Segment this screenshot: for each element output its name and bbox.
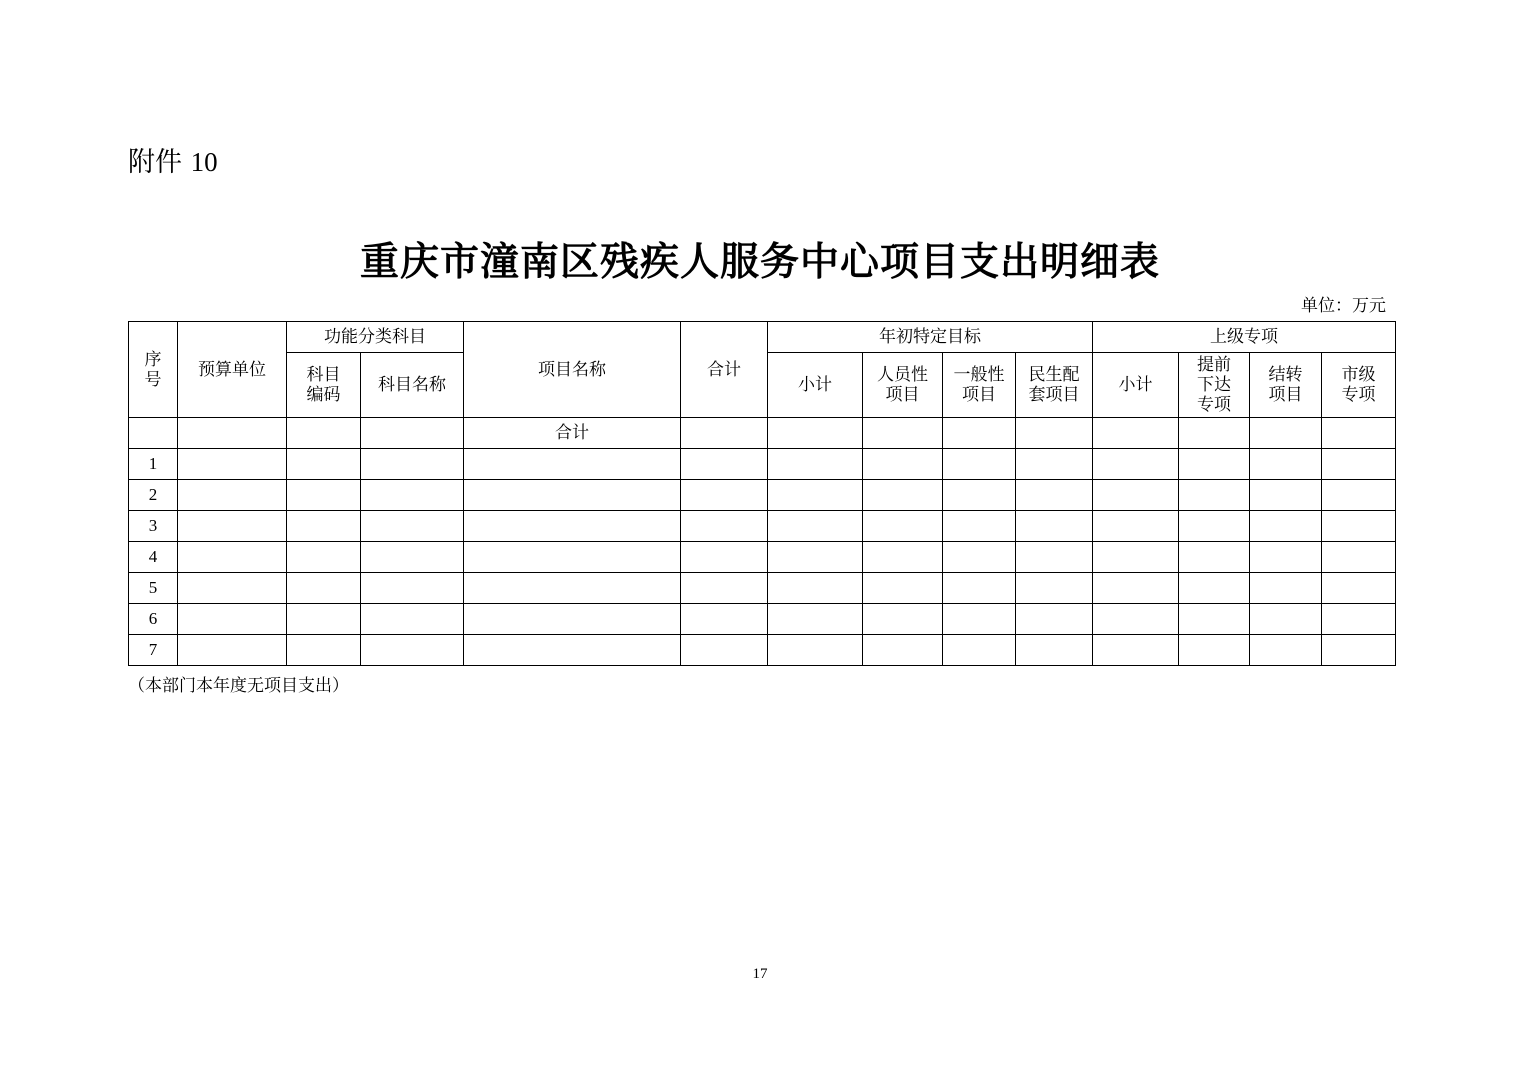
table-cell <box>1093 511 1179 542</box>
table-cell <box>1093 604 1179 635</box>
table-cell <box>1250 573 1322 604</box>
table-cell <box>464 573 681 604</box>
table-cell <box>863 604 943 635</box>
header-personnel: 人员性 项目 <box>863 353 943 418</box>
header-superior-subtotal: 小计 <box>1093 353 1179 418</box>
table-cell <box>1016 480 1093 511</box>
row-number: 3 <box>129 511 178 542</box>
table-cell <box>1250 418 1322 449</box>
table-cell <box>464 449 681 480</box>
header-seq: 序 号 <box>129 322 178 418</box>
attachment-number: 10 <box>190 147 218 177</box>
table-cell <box>287 449 361 480</box>
table-cell <box>1016 418 1093 449</box>
row-number: 7 <box>129 635 178 666</box>
table-cell <box>1016 449 1093 480</box>
table-cell <box>1322 573 1396 604</box>
table-cell <box>1093 542 1179 573</box>
note-text: （本部门本年度无项目支出） <box>128 676 349 696</box>
table-cell <box>1016 542 1093 573</box>
table-cell <box>1093 418 1179 449</box>
table-cell <box>1322 449 1396 480</box>
table-cell <box>287 635 361 666</box>
attachment-prefix: 附件 <box>128 147 182 178</box>
table-cell <box>943 635 1016 666</box>
table-cell <box>943 542 1016 573</box>
expenditure-table <box>128 321 1396 666</box>
table-cell <box>1250 449 1322 480</box>
table-cell <box>361 511 464 542</box>
table-cell <box>1179 573 1250 604</box>
table-row <box>129 480 1396 511</box>
header-function-group: 功能分类科目 <box>287 322 464 353</box>
table-cell <box>1016 604 1093 635</box>
table-cell <box>768 542 863 573</box>
table-cell <box>1179 480 1250 511</box>
table-cell <box>178 573 287 604</box>
total-row-label: 合计 <box>464 418 681 449</box>
table-cell <box>1322 511 1396 542</box>
table-cell <box>1016 635 1093 666</box>
header-superior-group: 上级专项 <box>1093 322 1396 353</box>
table-cell <box>287 573 361 604</box>
table-cell <box>361 542 464 573</box>
table-cell <box>464 635 681 666</box>
table-cell <box>178 604 287 635</box>
table-cell <box>287 604 361 635</box>
total-row <box>129 418 1396 449</box>
table-cell <box>1179 635 1250 666</box>
table-row <box>129 604 1396 635</box>
table-cell <box>178 542 287 573</box>
table-cell <box>1016 573 1093 604</box>
page-number: 17 <box>752 966 768 982</box>
table-cell <box>287 511 361 542</box>
table-row <box>129 449 1396 480</box>
table-row <box>129 511 1396 542</box>
row-number: 4 <box>129 542 178 573</box>
table-cell <box>1250 480 1322 511</box>
table-cell <box>681 480 768 511</box>
table-cell <box>361 480 464 511</box>
table-cell <box>681 511 768 542</box>
table-cell <box>1179 418 1250 449</box>
table-cell <box>361 635 464 666</box>
table-cell <box>1322 604 1396 635</box>
table-cell <box>1322 480 1396 511</box>
table-cell <box>943 573 1016 604</box>
table-cell <box>287 542 361 573</box>
header-annual-subtotal: 小计 <box>768 353 863 418</box>
table-cell <box>361 573 464 604</box>
row-number: 2 <box>129 480 178 511</box>
header-total: 合计 <box>681 322 768 418</box>
table-cell <box>681 449 768 480</box>
table-cell <box>1093 480 1179 511</box>
table-cell <box>863 418 943 449</box>
table-cell <box>361 418 464 449</box>
table-cell <box>178 449 287 480</box>
table-cell <box>1250 604 1322 635</box>
table-cell <box>943 480 1016 511</box>
table-cell <box>943 449 1016 480</box>
table-cell <box>178 480 287 511</box>
table-cell <box>768 604 863 635</box>
table-row <box>129 542 1396 573</box>
table-cell <box>1250 511 1322 542</box>
table-cell <box>863 542 943 573</box>
row-number: 6 <box>129 604 178 635</box>
table-cell <box>464 480 681 511</box>
table-cell <box>178 511 287 542</box>
table-cell <box>1179 511 1250 542</box>
header-subject-code: 科目 编码 <box>287 353 361 418</box>
header-annual-group: 年初特定目标 <box>768 322 1093 353</box>
table-cell <box>681 542 768 573</box>
table-cell <box>1093 573 1179 604</box>
table-cell <box>943 604 1016 635</box>
table-cell <box>1322 542 1396 573</box>
table-cell <box>1016 511 1093 542</box>
header-project-name: 项目名称 <box>464 322 681 418</box>
table-cell <box>863 449 943 480</box>
header-city: 市级 专项 <box>1322 353 1396 418</box>
header-subject-name: 科目名称 <box>361 353 464 418</box>
table-cell <box>464 542 681 573</box>
table-cell <box>768 573 863 604</box>
table-cell <box>361 604 464 635</box>
table-cell <box>1093 635 1179 666</box>
table-cell <box>768 449 863 480</box>
row-number: 5 <box>129 573 178 604</box>
page-title: 重庆市潼南区残疾人服务中心项目支出明细表 <box>359 239 1160 285</box>
table-cell <box>681 418 768 449</box>
table-cell <box>1179 449 1250 480</box>
table-cell <box>1179 542 1250 573</box>
table-cell <box>129 418 178 449</box>
table-cell <box>1322 418 1396 449</box>
table-cell <box>768 511 863 542</box>
table-cell <box>287 480 361 511</box>
table-cell <box>863 635 943 666</box>
unit-label: 单位：万元 <box>1301 296 1386 316</box>
table-cell <box>178 418 287 449</box>
table-cell <box>1322 635 1396 666</box>
table-cell <box>464 604 681 635</box>
table-cell <box>681 573 768 604</box>
table-cell <box>178 635 287 666</box>
table-cell <box>1093 449 1179 480</box>
table-row <box>129 635 1396 666</box>
header-livelihood: 民生配 套项目 <box>1016 353 1093 418</box>
table-cell <box>863 511 943 542</box>
table-cell <box>681 604 768 635</box>
table-cell <box>1179 604 1250 635</box>
table-cell <box>1250 542 1322 573</box>
table-cell <box>287 418 361 449</box>
table-cell <box>768 635 863 666</box>
table-cell <box>863 573 943 604</box>
table-cell <box>1250 635 1322 666</box>
table-cell <box>943 511 1016 542</box>
table-cell <box>943 418 1016 449</box>
data-rows <box>129 449 1396 666</box>
table-cell <box>768 480 863 511</box>
attachment-label <box>128 145 218 180</box>
table-cell <box>361 449 464 480</box>
header-carryover: 结转 项目 <box>1250 353 1322 418</box>
table-row <box>129 573 1396 604</box>
table-cell <box>681 635 768 666</box>
header-row-1 <box>129 322 1396 353</box>
table-cell <box>768 418 863 449</box>
row-number: 1 <box>129 449 178 480</box>
header-budget-unit: 预算单位 <box>178 322 287 418</box>
table-cell <box>863 480 943 511</box>
header-general: 一般性 项目 <box>943 353 1016 418</box>
header-advance: 提前 下达 专项 <box>1179 353 1250 418</box>
table-cell <box>464 511 681 542</box>
